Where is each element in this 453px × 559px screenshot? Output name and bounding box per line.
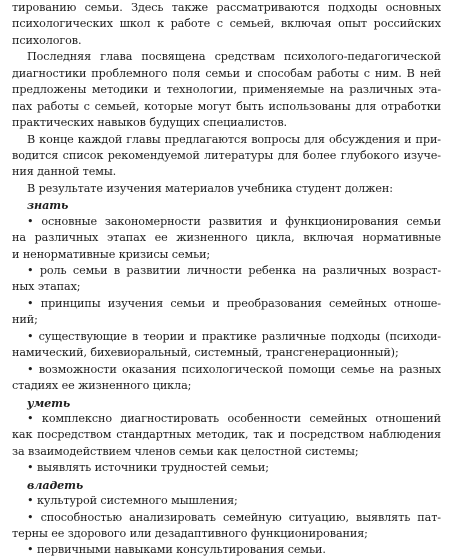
text-line: тированию семьи. Здесь также рассматриваются подходы основных	[12, 1, 441, 14]
bullet-item	[12, 493, 441, 509]
text-line: • первичными навыками консультирования семьи.	[27, 543, 326, 557]
paragraph	[12, 181, 441, 197]
text-line: владеть	[27, 477, 84, 492]
paragraph	[12, 0, 441, 49]
text-line: предложены методики и технологии, применяемые на различных эта-	[12, 83, 441, 97]
text-line: В конце каждой главы предлагаются вопросы для обсуждения и при-	[27, 132, 441, 146]
text-line: водится список рекомендуемой литературы для более глубокого изуче-	[12, 148, 441, 162]
section-heading	[12, 477, 441, 493]
text-line: уметь	[27, 395, 71, 410]
bullet-item	[12, 296, 441, 329]
text-line: • принципы изучения семьи и преобразования семейных отноше-	[27, 296, 441, 310]
text-line: ных этапах;	[12, 280, 81, 294]
bullet-item	[12, 362, 441, 395]
bullet-item	[12, 329, 441, 362]
bullet-item	[12, 510, 441, 543]
text-line: намический, бихевиоральный, системный, трансгенерационный);	[12, 346, 399, 360]
bullet-item	[12, 542, 441, 558]
text-line: на различных этапах ее жизненного цикла, включая нормативные	[12, 231, 441, 245]
text-line: психологов.	[12, 33, 82, 47]
text-line: и ненормативные кризисы семьи;	[12, 247, 211, 261]
text-line: психологических школ к работе с семьей, включая опыт российских	[12, 17, 441, 31]
text-line: за взаимодействием членов семьи как целостной системы;	[12, 444, 359, 458]
bullet-item	[12, 411, 441, 460]
text-line: диагностики проблемного поля семьи и способам работы с ним. В ней	[12, 66, 441, 80]
text-line: Последняя глава посвящена средствам психолого-педагогической	[27, 50, 441, 64]
text-line: • комплексно диагностировать особенности семейных отношений	[27, 411, 441, 425]
text-line: • способностью анализировать семейную ситуацию, выявлять пат-	[27, 510, 441, 524]
text-line: практических навыков будущих специалистов.	[12, 116, 288, 130]
text-line: В результате изучения материалов учебника студент должен:	[27, 181, 393, 195]
text-line: стадиях ее жизненного цикла;	[12, 379, 192, 393]
text-line: • возможности оказания психологической помощи семье на разных	[27, 362, 441, 376]
bullet-item	[12, 214, 441, 263]
text-line: знать	[27, 198, 69, 213]
text-line: ний;	[12, 313, 38, 327]
textbook-page	[12, 0, 441, 559]
text-line: ния данной темы.	[12, 165, 117, 179]
text-line: пах работы с семьей, которые могут быть использованы для отработки	[12, 99, 441, 113]
text-line: как посредством стандартных методик, так и посредством наблюдения	[12, 428, 441, 442]
text-line: • роль семьи в развитии личности ребенка на различных возраст-	[27, 264, 441, 277]
paragraph	[12, 49, 441, 131]
bullet-item	[12, 460, 441, 476]
text-line: • основные закономерности развития и функционирования семьи	[27, 214, 441, 228]
text-line: терны ее здорового или дезадаптивного функционирования;	[12, 527, 368, 540]
text-line: • существующие в теории и практике различные подходы (психоди-	[27, 329, 441, 343]
section-heading	[12, 395, 441, 411]
section-heading	[12, 197, 441, 213]
text-line: • выявлять источники трудностей семьи;	[27, 461, 269, 475]
text-line: • культурой системного мышления;	[27, 494, 238, 508]
paragraph	[12, 132, 441, 181]
bullet-item	[12, 263, 441, 296]
